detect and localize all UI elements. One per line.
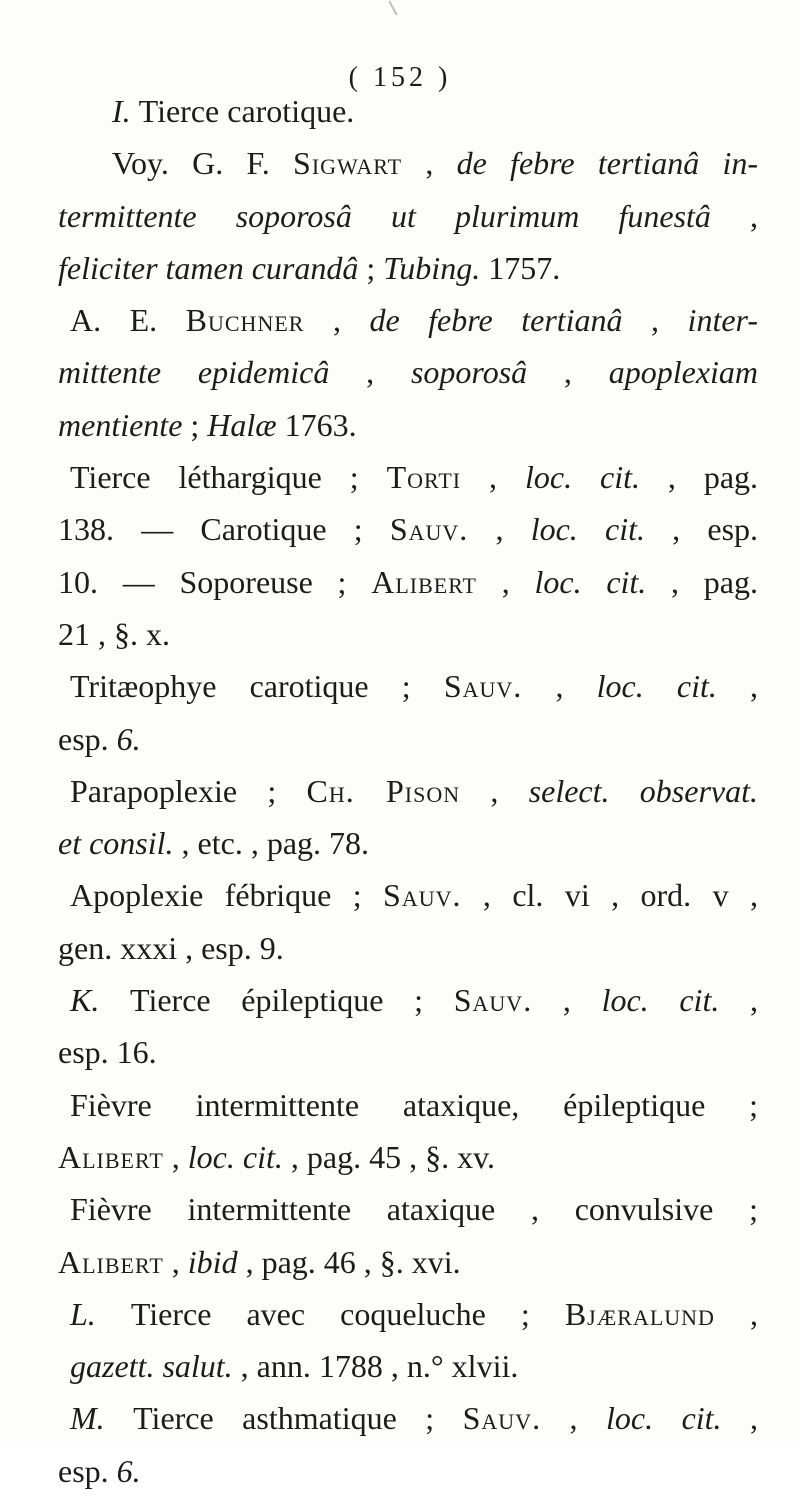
text-line: [58, 1236, 758, 1288]
citation-title: et consil.: [58, 825, 174, 862]
text-line: [58, 869, 758, 921]
citation-year: 1763.: [276, 406, 357, 443]
text: , pag. 45 , §. xv.: [282, 1138, 495, 1175]
text: Parapoplexie ;: [70, 772, 307, 809]
citation-ref: loc. cit.: [534, 563, 647, 600]
text-line: [58, 1340, 758, 1392]
text: ,: [163, 1243, 188, 1280]
text: Fièvre intermittente ataxique , convulsive ;: [70, 1191, 758, 1228]
text: ;: [358, 249, 384, 286]
author-name: Ch. Pison: [306, 772, 461, 809]
citation-place: Halæ: [207, 406, 277, 443]
author-name: Sauv.: [383, 877, 462, 914]
author-name: Sauv.: [443, 668, 523, 705]
page-number: ( 152 ): [348, 62, 452, 93]
text: , pag. 46 , §. xvi.: [237, 1243, 461, 1280]
citation-title: feliciter tamen curandâ: [58, 249, 359, 286]
text: Voy. G. F.: [112, 145, 294, 182]
text: ;: [182, 406, 208, 443]
author-name: Sauv.: [453, 982, 533, 1019]
author-name: Buchner: [185, 302, 305, 339]
citation-ref: loc. cit.: [596, 668, 717, 705]
entry-title: Tierce avec coqueluche ;: [130, 1295, 565, 1332]
text-line: [58, 399, 758, 451]
text: A. E.: [70, 302, 186, 339]
text-line: [58, 503, 758, 555]
text: ,: [468, 511, 531, 548]
author-name: Sauv.: [389, 511, 469, 548]
text: ,: [476, 563, 535, 600]
text: , etc. , pag. 78.: [173, 825, 370, 862]
text: esp.: [58, 1452, 117, 1489]
text: 10. — Soporeuse ;: [58, 563, 372, 600]
section-letter: K.: [70, 982, 131, 1019]
text: ,: [527, 354, 609, 391]
author-name: Alibert: [58, 1243, 164, 1280]
text: esp. 16.: [58, 1034, 157, 1071]
entry-heading-m: [58, 1392, 758, 1444]
citation-place: Tubing.: [383, 249, 481, 286]
author-name: Alibert: [58, 1138, 164, 1175]
citation-title: soporosâ: [410, 354, 528, 391]
text: ,: [714, 1295, 758, 1332]
citation-title: select. observat.: [528, 772, 758, 809]
citation-title: gazett. salut.: [70, 1348, 233, 1385]
author-name: Sauv.: [462, 1400, 542, 1437]
citation-title: de febre tertianâ in-: [456, 145, 759, 182]
text: ,: [402, 145, 457, 182]
text-line: [58, 1026, 758, 1078]
citation-title: termittente soporosâ ut plurimum funestâ: [58, 197, 711, 234]
text-line: [58, 137, 758, 189]
section-letter: I.: [112, 93, 139, 129]
text-line: [58, 1079, 758, 1131]
author-name: Alibert: [371, 563, 477, 600]
text-line: [58, 190, 758, 242]
author-name: Torti: [386, 459, 462, 496]
text: ,: [304, 302, 370, 339]
text: ,: [460, 772, 529, 809]
text: ,: [716, 668, 759, 705]
text-line: [58, 1131, 758, 1183]
citation-ref: ibid: [187, 1243, 238, 1280]
citation-ref: loc. cit.: [606, 1400, 722, 1437]
species-number: 6.: [116, 1452, 141, 1489]
text-line: [58, 765, 758, 817]
text: ,: [721, 1400, 759, 1437]
text: ,: [532, 982, 602, 1019]
text: Tierce léthargique ;: [70, 459, 387, 496]
text-line: [58, 713, 758, 765]
entry-title: Tierce asthmatique ;: [133, 1400, 463, 1437]
entry-title: Tierce épileptique ;: [130, 982, 454, 1019]
text-line: [58, 451, 758, 503]
text: , pag.: [639, 459, 759, 496]
text: 21 , §. x.: [58, 615, 170, 652]
text: ,: [710, 197, 759, 234]
section-letter: L.: [70, 1295, 131, 1332]
text: gen. xxxi , esp. 9.: [58, 929, 284, 966]
citation-title: apoplexiam: [608, 354, 759, 391]
stray-ink-mark: [388, 0, 397, 15]
text: , pag.: [646, 563, 759, 600]
entry-heading-k: [58, 974, 758, 1026]
entry-heading-l: [58, 1288, 758, 1340]
author-name: Sigwart: [293, 145, 403, 182]
citation-ref: loc. cit.: [601, 982, 720, 1019]
citation-title: mittente epidemicâ: [58, 354, 330, 391]
text-line: [58, 660, 758, 712]
entry-title: Tierce carotique.: [138, 93, 355, 129]
citation-ref: loc. cit.: [524, 459, 640, 496]
text: ,: [522, 668, 597, 705]
text-line: [58, 1183, 758, 1235]
text: ,: [541, 1400, 607, 1437]
text: Apoplexie fébrique ;: [70, 877, 384, 914]
text: , cl. vi , ord. v ,: [461, 877, 759, 914]
text: ,: [622, 302, 688, 339]
entry-text-block: [58, 85, 758, 1497]
text-line: [58, 922, 758, 974]
citation-title: mentiente: [58, 406, 183, 443]
text-line: [58, 608, 758, 660]
text: , ann. 1788 , n.° xlvii.: [232, 1348, 519, 1385]
text-line: [58, 242, 758, 294]
text: ,: [461, 459, 525, 496]
text: ,: [329, 354, 411, 391]
citation-ref: loc. cit.: [530, 511, 645, 548]
text: , esp.: [644, 511, 759, 548]
species-number: 6.: [116, 720, 141, 757]
text: ,: [719, 982, 759, 1019]
citation-year: 1757.: [480, 249, 561, 286]
text: Fièvre intermittente ataxique, épileptique ;: [70, 1086, 758, 1123]
entry-heading-i: [58, 85, 758, 137]
text-line: [58, 346, 758, 398]
text-line: [58, 817, 758, 869]
text-line: [58, 294, 758, 346]
citation-ref: loc. cit.: [187, 1138, 283, 1175]
text: esp.: [58, 720, 117, 757]
text: ,: [163, 1138, 188, 1175]
section-letter: M.: [70, 1400, 134, 1437]
text-line: [58, 556, 758, 608]
citation-title: inter-: [687, 302, 758, 339]
citation-title: de febre tertianâ: [369, 302, 623, 339]
text: Tritæophye carotique ;: [70, 668, 444, 705]
text: 138. — Carotique ;: [58, 511, 390, 548]
author-name: Bjæralund: [564, 1295, 715, 1332]
text-line: [58, 1445, 758, 1497]
